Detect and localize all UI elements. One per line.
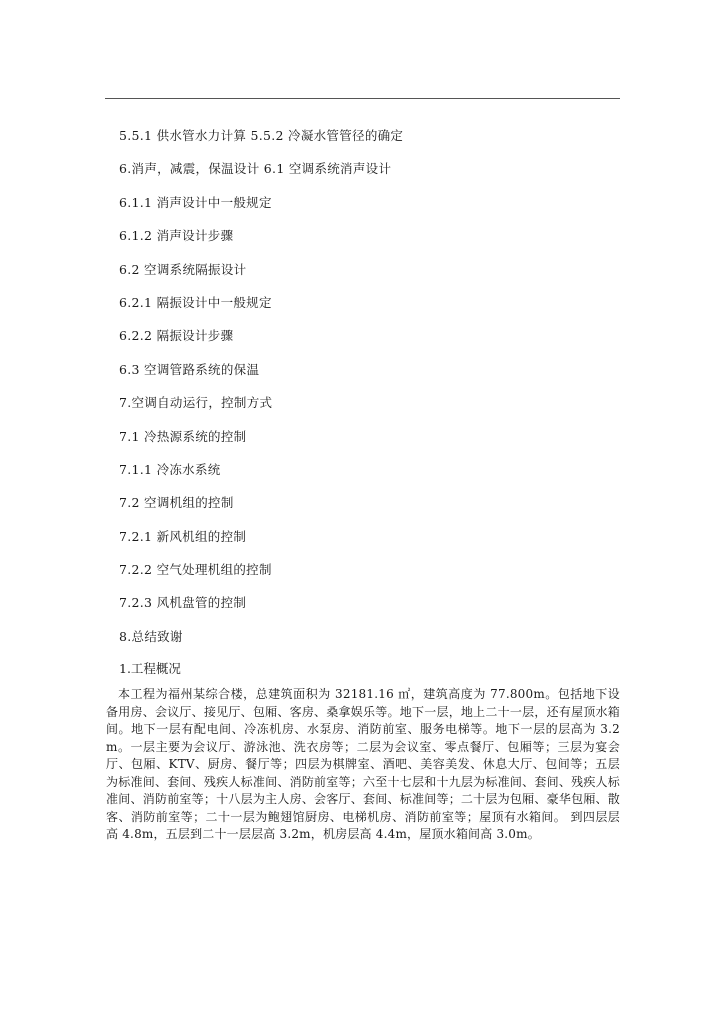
toc-item: 5.5.1 供水管水力计算 5.5.2 冷凝水管管径的确定	[119, 128, 404, 143]
table-of-contents	[119, 126, 619, 660]
toc-item: 6.1.1 消声设计中一般规定	[119, 194, 272, 210]
toc-item: 6.2 空调系统隔振设计	[119, 261, 247, 277]
body-paragraph: 本工程为福州某综合楼，总建筑面积为 32181.16 ㎡，建筑高度为 77.800m。包括地下设备用房、会议厅、接见厅、包厢、客房、桑拿娱乐等。地下一层，地上二十一层，还有屋顶水箱间。地下一层有配电间、冷冻机房、水泵房、消防前室、服务电梯等。地下一层的层高为 3.2m。一层主要为会议厅、游泳池、洗衣房等；二层为会议室、零点餐厅、包厢等；三层为宴会厅、包厢、KTV、厨房、餐厅等；四层为棋牌室、酒吧、美容美发、休息大厅、包间等；五层为标准间、套间、残疾人标准间、消防前室等；六至十七层和十九层为标准间、套间、残疾人标准间、消防前室等；十八层为主人房、会客厅、套间、标准间等；二十层为包厢、豪华包厢、散客、消防前室等；二十一层为鲍翅馆厨房、电梯机房、消防前室等；屋顶有水箱间。 到四层层高 4.8m，五层到二十一层层高 3.2m，机房层高 4.4m，屋顶水箱间高 3.0m。	[106, 687, 620, 841]
toc-item: 7.2 空调机组的控制	[119, 495, 234, 511]
toc-item: 7.空调自动运行，控制方式	[119, 395, 273, 411]
toc-item: 6.3 空调管路系统的保温	[119, 361, 260, 377]
toc-item: 6.2.2 隔振设计步骤	[119, 328, 234, 344]
toc-item: 7.1.1 冷冻水系统	[119, 461, 221, 477]
toc-item: 7.2.1 新风机组的控制	[119, 528, 247, 544]
toc-item: 6.2.1 隔振设计中一般规定	[119, 294, 272, 310]
toc-item: 7.2.3 风机盘管的控制	[119, 595, 247, 611]
toc-item: 6.1.2 消声设计步骤	[119, 228, 234, 244]
section-heading: 1.工程概况	[119, 661, 181, 676]
toc-item: 8.总结致谢	[119, 628, 183, 644]
toc-item: 6.消声，减震，保温设计 6.1 空调系统消声设计	[119, 161, 392, 177]
toc-item: 7.1 冷热源系统的控制	[119, 428, 247, 444]
toc-item: 7.2.2 空气处理机组的控制	[119, 562, 272, 578]
header-rule	[105, 98, 620, 99]
